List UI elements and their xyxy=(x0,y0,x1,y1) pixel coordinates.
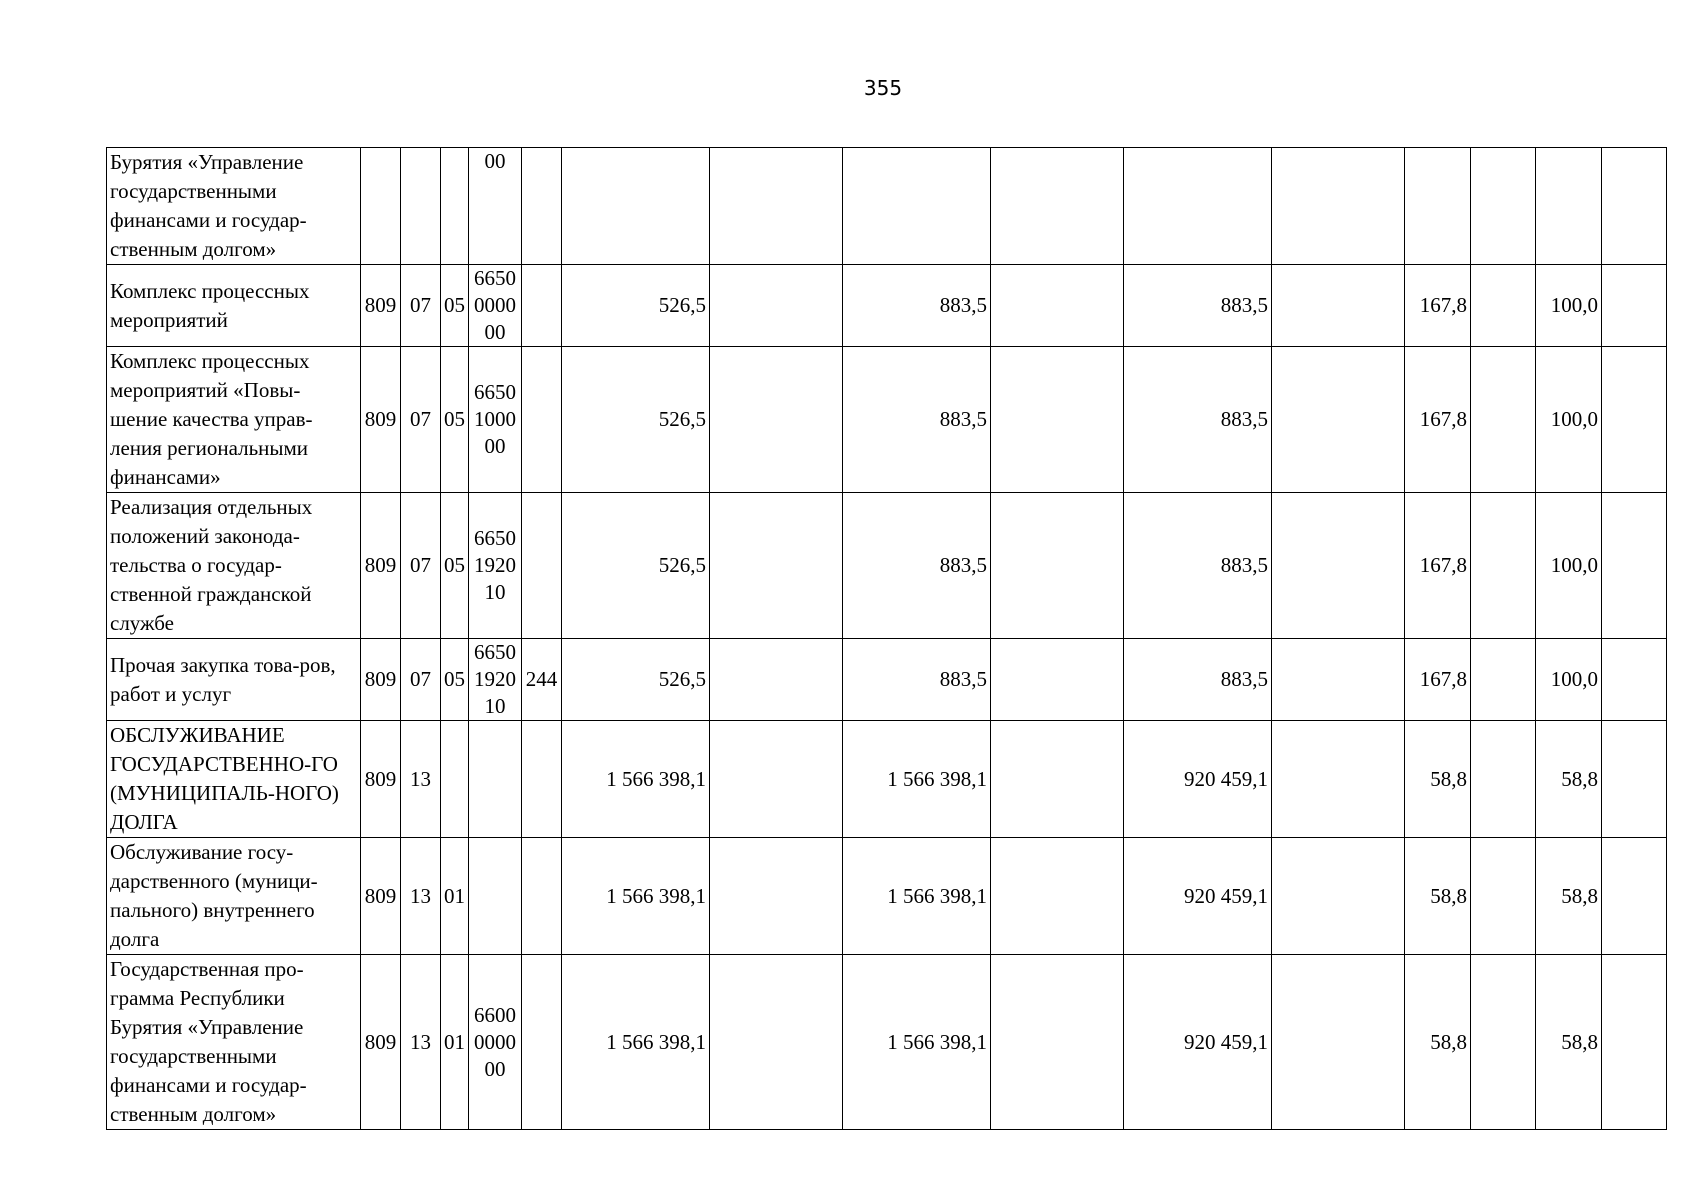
target-article-code: 6650 1000 00 xyxy=(469,347,522,493)
empty-cell xyxy=(991,721,1124,838)
empty-cell xyxy=(1471,148,1536,265)
percent-2: 100,0 xyxy=(1536,265,1602,347)
section-code: 07 xyxy=(401,347,441,493)
empty-cell xyxy=(710,639,843,721)
empty-cell xyxy=(1471,721,1536,838)
subsection-code: 01 xyxy=(441,838,469,955)
value-2 xyxy=(843,148,991,265)
empty-cell xyxy=(1272,347,1405,493)
empty-cell xyxy=(991,265,1124,347)
table-row xyxy=(107,838,1667,955)
percent-2: 58,8 xyxy=(1536,838,1602,955)
grbs-code: 809 xyxy=(361,493,401,639)
percent-2: 100,0 xyxy=(1536,493,1602,639)
empty-cell xyxy=(1471,265,1536,347)
value-2: 1 566 398,1 xyxy=(843,838,991,955)
value-3: 883,5 xyxy=(1124,493,1272,639)
empty-cell xyxy=(710,955,843,1130)
table-row xyxy=(107,955,1667,1130)
empty-cell xyxy=(1602,493,1667,639)
subsection-code: 01 xyxy=(441,955,469,1130)
empty-cell xyxy=(991,639,1124,721)
subsection-code xyxy=(441,721,469,838)
grbs-code: 809 xyxy=(361,347,401,493)
row-name: ОБСЛУЖИВАНИЕ ГОСУДАРСТВЕННО-ГО (МУНИЦИПАЛЬ-НОГО) ДОЛГА xyxy=(107,721,361,838)
value-1: 526,5 xyxy=(562,347,710,493)
percent-1: 167,8 xyxy=(1405,493,1471,639)
empty-cell xyxy=(710,493,843,639)
section-code: 07 xyxy=(401,493,441,639)
empty-cell xyxy=(1272,493,1405,639)
empty-cell xyxy=(1602,148,1667,265)
subsection-code: 05 xyxy=(441,265,469,347)
empty-cell xyxy=(1602,955,1667,1130)
target-article-code: 00 xyxy=(469,148,522,265)
percent-1: 58,8 xyxy=(1405,838,1471,955)
value-2: 883,5 xyxy=(843,347,991,493)
value-2: 1 566 398,1 xyxy=(843,721,991,838)
percent-1: 167,8 xyxy=(1405,347,1471,493)
empty-cell xyxy=(1272,955,1405,1130)
subsection-code: 05 xyxy=(441,639,469,721)
section-code xyxy=(401,148,441,265)
grbs-code: 809 xyxy=(361,838,401,955)
target-article-code: 6650 0000 00 xyxy=(469,265,522,347)
table-row xyxy=(107,265,1667,347)
subsection-code xyxy=(441,148,469,265)
empty-cell xyxy=(710,148,843,265)
value-2: 883,5 xyxy=(843,493,991,639)
percent-2: 58,8 xyxy=(1536,955,1602,1130)
empty-cell xyxy=(1602,639,1667,721)
grbs-code: 809 xyxy=(361,639,401,721)
value-3: 920 459,1 xyxy=(1124,955,1272,1130)
expense-type-code xyxy=(522,265,562,347)
empty-cell xyxy=(1471,838,1536,955)
row-name: Прочая закупка това-ров, работ и услуг xyxy=(107,639,361,721)
row-name: Реализация отдельных положений законода-тельства о государ-ственной гражданской службе xyxy=(107,493,361,639)
empty-cell xyxy=(1272,148,1405,265)
value-1: 1 566 398,1 xyxy=(562,955,710,1130)
empty-cell xyxy=(1272,721,1405,838)
expense-type-code xyxy=(522,955,562,1130)
table-row xyxy=(107,148,1667,265)
budget-table xyxy=(106,147,1667,1130)
value-2: 883,5 xyxy=(843,265,991,347)
target-article-code: 6650 1920 10 xyxy=(469,639,522,721)
value-1: 526,5 xyxy=(562,493,710,639)
expense-type-code xyxy=(522,721,562,838)
expense-type-code xyxy=(522,493,562,639)
grbs-code: 809 xyxy=(361,721,401,838)
value-3: 883,5 xyxy=(1124,347,1272,493)
value-1: 526,5 xyxy=(562,639,710,721)
target-article-code xyxy=(469,838,522,955)
empty-cell xyxy=(1471,955,1536,1130)
percent-2: 100,0 xyxy=(1536,347,1602,493)
row-name: Бурятия «Управление государственными финансами и государ-ственным долгом» xyxy=(107,148,361,265)
target-article-code xyxy=(469,721,522,838)
empty-cell xyxy=(1602,721,1667,838)
empty-cell xyxy=(991,955,1124,1130)
subsection-code: 05 xyxy=(441,493,469,639)
empty-cell xyxy=(710,721,843,838)
grbs-code: 809 xyxy=(361,265,401,347)
empty-cell xyxy=(1602,265,1667,347)
row-name: Обслуживание госу-дарственного (муници-пального) внутреннего долга xyxy=(107,838,361,955)
empty-cell xyxy=(710,838,843,955)
row-name: Комплекс процессных мероприятий «Повы-шение качества управ-ления региональными финансами» xyxy=(107,347,361,493)
empty-cell xyxy=(991,493,1124,639)
value-1: 526,5 xyxy=(562,265,710,347)
section-code: 13 xyxy=(401,955,441,1130)
value-3: 883,5 xyxy=(1124,265,1272,347)
expense-type-code xyxy=(522,148,562,265)
section-code: 07 xyxy=(401,265,441,347)
grbs-code: 809 xyxy=(361,955,401,1130)
percent-1: 58,8 xyxy=(1405,955,1471,1130)
empty-cell xyxy=(1272,265,1405,347)
table-row xyxy=(107,493,1667,639)
target-article-code: 6600 0000 00 xyxy=(469,955,522,1130)
empty-cell xyxy=(1272,639,1405,721)
percent-1: 167,8 xyxy=(1405,639,1471,721)
value-3 xyxy=(1124,148,1272,265)
value-2: 1 566 398,1 xyxy=(843,955,991,1130)
empty-cell xyxy=(991,838,1124,955)
expense-type-code: 244 xyxy=(522,639,562,721)
section-code: 07 xyxy=(401,639,441,721)
row-name: Комплекс процессных мероприятий xyxy=(107,265,361,347)
table-row xyxy=(107,347,1667,493)
row-name: Государственная про-грамма Республики Бурятия «Управление государственными финансами и государ-ственным долгом» xyxy=(107,955,361,1130)
value-3: 920 459,1 xyxy=(1124,838,1272,955)
section-code: 13 xyxy=(401,838,441,955)
empty-cell xyxy=(991,148,1124,265)
empty-cell xyxy=(1471,347,1536,493)
value-1 xyxy=(562,148,710,265)
empty-cell xyxy=(1471,493,1536,639)
empty-cell xyxy=(991,347,1124,493)
value-3: 883,5 xyxy=(1124,639,1272,721)
percent-2: 58,8 xyxy=(1536,721,1602,838)
page-number: 355 xyxy=(863,76,903,100)
percent-1: 58,8 xyxy=(1405,721,1471,838)
value-2: 883,5 xyxy=(843,639,991,721)
target-article-code: 6650 1920 10 xyxy=(469,493,522,639)
subsection-code: 05 xyxy=(441,347,469,493)
section-code: 13 xyxy=(401,721,441,838)
empty-cell xyxy=(1471,639,1536,721)
expense-type-code xyxy=(522,347,562,493)
percent-2 xyxy=(1536,148,1602,265)
value-1: 1 566 398,1 xyxy=(562,838,710,955)
percent-1 xyxy=(1405,148,1471,265)
percent-1: 167,8 xyxy=(1405,265,1471,347)
empty-cell xyxy=(1602,838,1667,955)
value-3: 920 459,1 xyxy=(1124,721,1272,838)
empty-cell xyxy=(1602,347,1667,493)
empty-cell xyxy=(1272,838,1405,955)
grbs-code xyxy=(361,148,401,265)
empty-cell xyxy=(710,347,843,493)
percent-2: 100,0 xyxy=(1536,639,1602,721)
table-row xyxy=(107,639,1667,721)
empty-cell xyxy=(710,265,843,347)
table-row xyxy=(107,721,1667,838)
expense-type-code xyxy=(522,838,562,955)
value-1: 1 566 398,1 xyxy=(562,721,710,838)
